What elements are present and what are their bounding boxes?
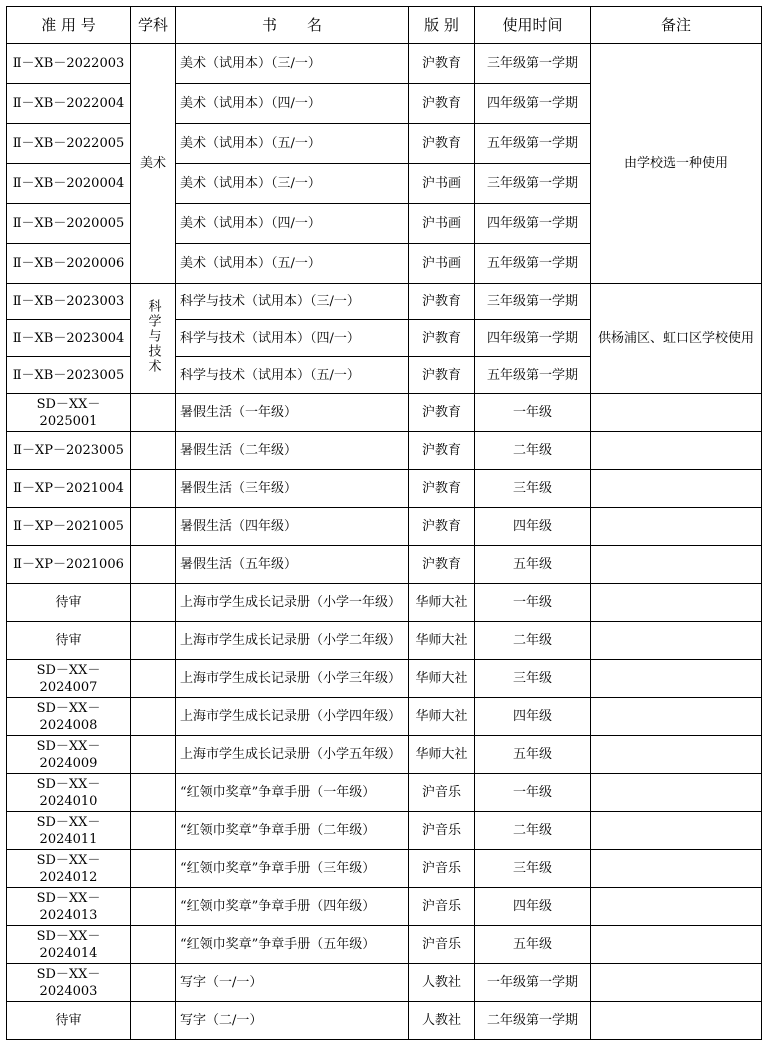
time-cell: 四年级第一学期 xyxy=(475,84,591,124)
note-cell xyxy=(591,964,762,1002)
time-cell: 三年级第一学期 xyxy=(475,44,591,84)
note-cell xyxy=(591,584,762,622)
subject-cell xyxy=(131,774,176,812)
code-cell: Ⅱ－XB－2022003 xyxy=(7,44,131,84)
subject-cell xyxy=(131,1002,176,1040)
code-cell: SD－XX－2024007 xyxy=(7,660,131,698)
time-cell: 二年级 xyxy=(475,622,591,660)
table-row xyxy=(7,508,762,546)
name-cell: 美术（试用本）（三/一） xyxy=(176,164,409,204)
subject-cell xyxy=(131,470,176,508)
subject-cell xyxy=(131,584,176,622)
note-cell xyxy=(591,736,762,774)
name-cell: 上海市学生成长记录册（小学五年级） xyxy=(176,736,409,774)
code-cell: Ⅱ－XP－2021004 xyxy=(7,470,131,508)
header-row xyxy=(7,7,762,44)
time-cell: 四年级第一学期 xyxy=(475,320,591,357)
code-cell: SD－XX－2025001 xyxy=(7,394,131,432)
time-cell: 一年级 xyxy=(475,584,591,622)
name-cell: 美术（试用本）（三/一） xyxy=(176,44,409,84)
name-cell: “红领巾奖章”争章手册（三年级） xyxy=(176,850,409,888)
code-cell: SD－XX－2024014 xyxy=(7,926,131,964)
code-cell: SD－XX－2024008 xyxy=(7,698,131,736)
header-time: 使用时间 xyxy=(475,7,591,44)
edition-cell: 沪音乐 xyxy=(409,926,475,964)
time-cell: 一年级 xyxy=(475,394,591,432)
header-name: 书 名 xyxy=(176,7,409,44)
subject-cell xyxy=(131,660,176,698)
subject-cell xyxy=(131,850,176,888)
name-cell: 暑假生活（四年级） xyxy=(176,508,409,546)
edition-cell: 沪书画 xyxy=(409,164,475,204)
table-row xyxy=(7,812,762,850)
code-cell: 待审 xyxy=(7,1002,131,1040)
edition-cell: 沪教育 xyxy=(409,284,475,320)
note-cell xyxy=(591,394,762,432)
edition-cell: 沪音乐 xyxy=(409,850,475,888)
subject-cell xyxy=(131,432,176,470)
edition-cell: 沪教育 xyxy=(409,44,475,84)
code-cell: Ⅱ－XP－2021006 xyxy=(7,546,131,584)
time-cell: 一年级第一学期 xyxy=(475,964,591,1002)
name-cell: 美术（试用本）（五/一） xyxy=(176,124,409,164)
time-cell: 四年级第一学期 xyxy=(475,204,591,244)
time-cell: 三年级第一学期 xyxy=(475,164,591,204)
code-cell: Ⅱ－XP－2023005 xyxy=(7,432,131,470)
table-row xyxy=(7,546,762,584)
code-cell: Ⅱ－XB－2022004 xyxy=(7,84,131,124)
name-cell: “红领巾奖章”争章手册（二年级） xyxy=(176,812,409,850)
subject-cell xyxy=(131,622,176,660)
table-row xyxy=(7,698,762,736)
table-row xyxy=(7,1002,762,1040)
table-row xyxy=(7,470,762,508)
time-cell: 二年级第一学期 xyxy=(475,1002,591,1040)
subject-cell xyxy=(131,546,176,584)
edition-cell: 沪书画 xyxy=(409,244,475,284)
name-cell: 写字（一/一） xyxy=(176,964,409,1002)
name-cell: 科学与技术（试用本）（三/一） xyxy=(176,284,409,320)
note-cell xyxy=(591,926,762,964)
table-row xyxy=(7,660,762,698)
edition-cell: 人教社 xyxy=(409,1002,475,1040)
table-row xyxy=(7,584,762,622)
header-note: 备注 xyxy=(591,7,762,44)
table-row xyxy=(7,622,762,660)
code-cell: SD－XX－2024009 xyxy=(7,736,131,774)
time-cell: 四年级 xyxy=(475,888,591,926)
edition-cell: 沪音乐 xyxy=(409,888,475,926)
subject-cell xyxy=(131,736,176,774)
time-cell: 五年级 xyxy=(475,736,591,774)
code-cell: Ⅱ－XB－2022005 xyxy=(7,124,131,164)
name-cell: “红领巾奖章”争章手册（四年级） xyxy=(176,888,409,926)
note-cell xyxy=(591,812,762,850)
edition-cell: 沪教育 xyxy=(409,394,475,432)
name-cell: 科学与技术（试用本）（五/一） xyxy=(176,357,409,394)
code-cell: Ⅱ－XB－2023004 xyxy=(7,320,131,357)
subject-cell xyxy=(131,394,176,432)
time-cell: 五年级 xyxy=(475,546,591,584)
time-cell: 五年级第一学期 xyxy=(475,244,591,284)
subject-cell xyxy=(131,698,176,736)
code-cell: Ⅱ－XB－2020005 xyxy=(7,204,131,244)
edition-cell: 沪教育 xyxy=(409,124,475,164)
name-cell: 科学与技术（试用本）（四/一） xyxy=(176,320,409,357)
name-cell: “红领巾奖章”争章手册（一年级） xyxy=(176,774,409,812)
name-cell: 美术（试用本）（四/一） xyxy=(176,84,409,124)
subject-cell xyxy=(131,888,176,926)
edition-cell: 沪教育 xyxy=(409,320,475,357)
code-cell: SD－XX－2024012 xyxy=(7,850,131,888)
time-cell: 四年级 xyxy=(475,508,591,546)
table-row xyxy=(7,432,762,470)
note-cell xyxy=(591,1002,762,1040)
code-cell: Ⅱ－XB－2023003 xyxy=(7,284,131,320)
time-cell: 二年级 xyxy=(475,812,591,850)
edition-cell: 沪音乐 xyxy=(409,774,475,812)
edition-cell: 华师大社 xyxy=(409,698,475,736)
code-cell: SD－XX－2024010 xyxy=(7,774,131,812)
edition-cell: 沪教育 xyxy=(409,84,475,124)
table-row xyxy=(7,926,762,964)
name-cell: 暑假生活（二年级） xyxy=(176,432,409,470)
subject-label-science: 科学与技术 xyxy=(145,298,161,374)
note-cell xyxy=(591,850,762,888)
table-row xyxy=(7,394,762,432)
time-cell: 一年级 xyxy=(475,774,591,812)
note-cell xyxy=(591,698,762,736)
subject-cell xyxy=(131,812,176,850)
edition-cell: 华师大社 xyxy=(409,736,475,774)
edition-cell: 沪教育 xyxy=(409,546,475,584)
time-cell: 三年级 xyxy=(475,470,591,508)
edition-cell: 沪教育 xyxy=(409,470,475,508)
table-row xyxy=(7,44,762,84)
code-cell: Ⅱ－XB－2020006 xyxy=(7,244,131,284)
code-cell: Ⅱ－XP－2021005 xyxy=(7,508,131,546)
note-cell xyxy=(591,774,762,812)
header-subject: 学科 xyxy=(131,7,176,44)
time-cell: 二年级 xyxy=(475,432,591,470)
name-cell: 美术（试用本）（五/一） xyxy=(176,244,409,284)
table-row xyxy=(7,850,762,888)
textbook-table xyxy=(6,6,762,1040)
note-cell xyxy=(591,888,762,926)
code-cell: 待审 xyxy=(7,584,131,622)
header-edition: 版 别 xyxy=(409,7,475,44)
table-row xyxy=(7,774,762,812)
note-cell xyxy=(591,622,762,660)
name-cell: 美术（试用本）（四/一） xyxy=(176,204,409,244)
subject-cell xyxy=(131,926,176,964)
code-cell: SD－XX－2024011 xyxy=(7,812,131,850)
subject-cell-art: 美术 xyxy=(131,44,176,284)
name-cell: 上海市学生成长记录册（小学一年级） xyxy=(176,584,409,622)
time-cell: 五年级第一学期 xyxy=(475,357,591,394)
code-cell: Ⅱ－XB－2023005 xyxy=(7,357,131,394)
time-cell: 五年级 xyxy=(475,926,591,964)
code-cell: Ⅱ－XB－2020004 xyxy=(7,164,131,204)
note-cell xyxy=(591,660,762,698)
note-cell xyxy=(591,546,762,584)
subject-cell-science xyxy=(131,284,176,394)
time-cell: 五年级第一学期 xyxy=(475,124,591,164)
note-cell-art: 由学校选一种使用 xyxy=(591,44,762,284)
time-cell: 四年级 xyxy=(475,698,591,736)
edition-cell: 沪教育 xyxy=(409,357,475,394)
subject-cell xyxy=(131,508,176,546)
note-cell-science: 供杨浦区、虹口区学校使用 xyxy=(591,284,762,394)
name-cell: 上海市学生成长记录册（小学二年级） xyxy=(176,622,409,660)
name-cell: 上海市学生成长记录册（小学四年级） xyxy=(176,698,409,736)
edition-cell: 沪教育 xyxy=(409,432,475,470)
edition-cell: 人教社 xyxy=(409,964,475,1002)
edition-cell: 沪教育 xyxy=(409,508,475,546)
time-cell: 三年级 xyxy=(475,850,591,888)
name-cell: 暑假生活（一年级） xyxy=(176,394,409,432)
name-cell: 暑假生活（三年级） xyxy=(176,470,409,508)
table-row xyxy=(7,964,762,1002)
code-cell: 待审 xyxy=(7,622,131,660)
name-cell: “红领巾奖章”争章手册（五年级） xyxy=(176,926,409,964)
table-row xyxy=(7,736,762,774)
time-cell: 三年级 xyxy=(475,660,591,698)
note-cell xyxy=(591,508,762,546)
header-code: 准 用 号 xyxy=(7,7,131,44)
time-cell: 三年级第一学期 xyxy=(475,284,591,320)
edition-cell: 华师大社 xyxy=(409,622,475,660)
edition-cell: 华师大社 xyxy=(409,584,475,622)
subject-cell xyxy=(131,964,176,1002)
table-row xyxy=(7,888,762,926)
code-cell: SD－XX－2024003 xyxy=(7,964,131,1002)
edition-cell: 华师大社 xyxy=(409,660,475,698)
edition-cell: 沪音乐 xyxy=(409,812,475,850)
name-cell: 暑假生活（五年级） xyxy=(176,546,409,584)
edition-cell: 沪书画 xyxy=(409,204,475,244)
name-cell: 上海市学生成长记录册（小学三年级） xyxy=(176,660,409,698)
note-cell xyxy=(591,470,762,508)
name-cell: 写字（二/一） xyxy=(176,1002,409,1040)
code-cell: SD－XX－2024013 xyxy=(7,888,131,926)
table-row xyxy=(7,284,762,320)
note-cell xyxy=(591,432,762,470)
